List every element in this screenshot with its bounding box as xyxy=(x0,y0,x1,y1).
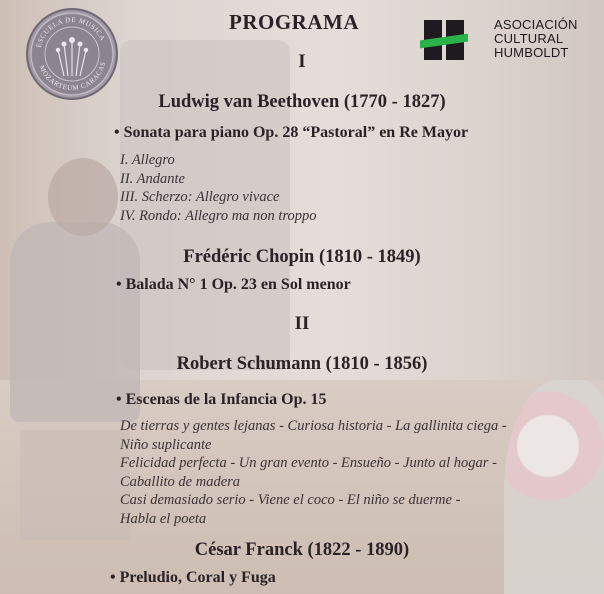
movement-item: IV. Rondo: Allegro ma non troppo xyxy=(120,207,317,224)
humboldt-line2: CULTURAL xyxy=(494,31,564,46)
movement-item: II. Andante xyxy=(120,170,185,187)
movement-item: Caballito de madera xyxy=(120,473,241,490)
movement-item: I. Allegro xyxy=(120,152,175,168)
svg-text:ESCUELA DE MUSICA: ESCUELA DE MUSICA xyxy=(34,15,107,49)
composer-beethoven: Ludwig van Beethoven (1770 - 1827) xyxy=(158,92,446,112)
movement-item: Felicidad perfecta - Un gran evento - Ensueño - Junto al hogar - xyxy=(120,455,497,471)
work-franck: • Preludio, Coral y Fuga xyxy=(110,569,276,586)
composer-schumann: Robert Schumann (1810 - 1856) xyxy=(176,354,428,374)
part-one-heading: I xyxy=(298,51,306,72)
svg-text:MOZARTEUM CARACAS: MOZARTEUM CARACAS xyxy=(37,60,108,93)
background-bench xyxy=(20,430,130,540)
part-two-heading: II xyxy=(294,313,310,334)
movements-schumann xyxy=(120,417,507,528)
background-pianist-head xyxy=(48,158,118,236)
work-beethoven: • Sonata para piano Op. 28 “Pastoral” en Re Mayor xyxy=(114,124,469,141)
humboldt-line1: ASOCIACIÓN xyxy=(494,17,578,32)
program-title: PROGRAMA xyxy=(229,10,359,34)
composer-franck: César Franck (1822 - 1890) xyxy=(194,540,410,560)
humboldt-line3: HUMBOLDT xyxy=(494,45,569,60)
movement-item: III. Scherzo: Allegro vivace xyxy=(120,189,280,205)
movement-item: Habla el poeta xyxy=(120,510,207,527)
movement-item: Casi demasiado serio - Viene el coco - El niño se duerme - xyxy=(120,492,461,508)
movements-beethoven xyxy=(120,151,317,225)
composer-chopin: Frédéric Chopin (1810 - 1849) xyxy=(183,247,421,267)
background-flowers xyxy=(504,380,604,594)
movement-item: Niño suplicante xyxy=(120,436,212,453)
work-chopin: • Balada N° 1 Op. 23 en Sol menor xyxy=(116,276,351,293)
work-schumann: • Escenas de la Infancia Op. 15 xyxy=(116,391,327,408)
movement-item: De tierras y gentes lejanas - Curiosa historia - La gallinita ciega - xyxy=(120,418,507,434)
